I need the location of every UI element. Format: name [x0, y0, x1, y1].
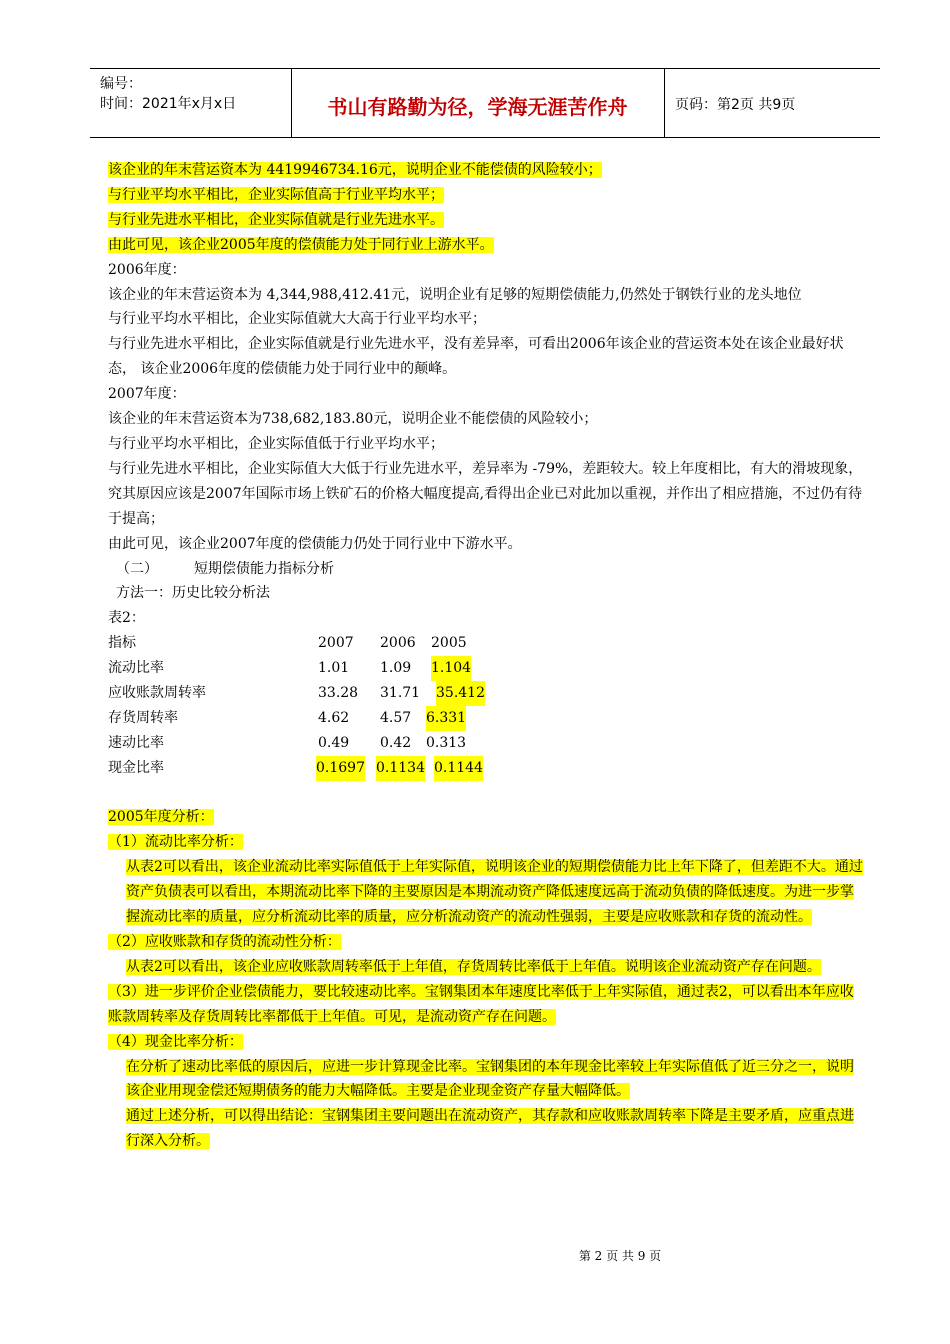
- table-row: [108, 731, 864, 756]
- cell-2007: 33.28: [318, 685, 359, 701]
- row-label: 应收账款周转率: [108, 685, 206, 701]
- header-motto-cell: [291, 69, 665, 137]
- ratio-table: [108, 631, 864, 780]
- cell-2007: 0.49: [318, 734, 350, 751]
- table-row: [108, 756, 864, 781]
- doc-number-label: 编号：: [100, 76, 142, 92]
- cell-2005: 35.412: [436, 681, 485, 706]
- analysis-conclusion: 通过上述分析，可以得出结论：宝钢集团主要问题出在流动资产，其存款和应收账款周转率下降是主要矛盾，应重点进行深入分析。: [126, 1108, 854, 1150]
- table-header-row: [108, 631, 864, 656]
- table-header-cell: 2006: [380, 635, 416, 652]
- header-motto: 书山有路勤为径，学海无涯苦作舟: [327, 95, 628, 119]
- intro-line: 由此可见，该企业2005年度的偿债能力处于同行业上游水平。: [108, 236, 494, 253]
- analysis-subtitle: （4）现金比率分析：: [108, 1033, 243, 1050]
- header-page-cell: [665, 69, 880, 137]
- year-2007-title: 2007年度：: [108, 386, 186, 403]
- row-label: 现金比率: [108, 759, 164, 776]
- table-header-cell: 2007: [318, 635, 354, 652]
- intro-line: 与行业平均水平相比，企业实际值高于行业平均水平；: [108, 186, 444, 203]
- analysis-paragraph: 从表2可以看出，该企业流动比率实际值低于上年实际值，说明该企业的短期偿债能力比上年下降了，但差距不大。通过资产负债表可以看出，本期流动比率下降的主要原因是本期流动资产降低速度远高于流动负债的降低速度。为进一步掌握流动比率的质量，应分析流动比率的质量，应分析流动资产的流动性强弱，主要是应收账款和存货的流动性。: [126, 859, 863, 926]
- table-header-cell: 指标: [108, 635, 136, 652]
- section-heading: [108, 557, 864, 582]
- year-2006-paragraph: 该企业的年末营运资本为 4,344,988,412.41元，说明企业有足够的短期偿债能力,仍然处于钢铁行业的龙头地位: [108, 286, 802, 303]
- doc-time-label: 时间：2021年x月x日: [100, 96, 237, 112]
- year-2007-paragraph: 与行业先进水平相比，企业实际值大大低于行业先进水平，差异率为 -79%，差距较大。较上年度相比，有大的滑坡现象，究其原因应该是2007年国际市场上铁矿石的价格大幅度提高,看得出企业已对此加以重视，并作出了相应措施，不过仍有待于提高；: [108, 460, 863, 527]
- table-label: 表2：: [108, 610, 145, 627]
- analysis-paragraph: （3）进一步评价企业偿债能力，要比较速动比率。宝钢集团本年速度比率低于上年实际值，通过表2，可以看出本年应收账款周转率及存货周转比率都低于上年值。可见，是流动资产存在问题。: [108, 983, 854, 1025]
- year-2006-paragraph: 与行业先进水平相比，企业实际值就是行业先进水平，没有差异率，可看出2006年该企业的营运资本处在该企业最好状态， 该企业2006年度的偿债能力处于同行业中的颠峰。: [108, 336, 844, 378]
- year-2007-paragraph: 该企业的年末营运资本为738,682,183.80元，说明企业不能偿债的风险较小；: [108, 411, 598, 428]
- cell-2007: 4.62: [318, 709, 350, 726]
- document-body: [108, 158, 864, 1154]
- cell-2006: 1.09: [380, 660, 412, 677]
- intro-line: 与行业先进水平相比，企业实际值就是行业先进水平。: [108, 211, 444, 228]
- cell-2007: 0.1697: [316, 756, 365, 781]
- header-meta-cell: [90, 69, 292, 137]
- year-2007-paragraph: 与行业平均水平相比，企业实际值低于行业平均水平；: [108, 435, 444, 452]
- table-row: [108, 656, 864, 681]
- cell-2005: 1.104: [431, 656, 471, 681]
- cell-2006: 4.57: [380, 709, 412, 726]
- year-2006-paragraph: 与行业平均水平相比，企业实际值就大大高于行业平均水平；: [108, 311, 486, 328]
- cell-2006: 0.1134: [376, 756, 425, 781]
- analysis-subtitle: （1）流动比率分析：: [108, 834, 243, 851]
- row-label: 流动比率: [108, 660, 164, 677]
- analysis-paragraph: 从表2可以看出，该企业应收账款周转率低于上年值，存货周转比率低于上年值。说明该企业流动资产存在问题。: [126, 958, 821, 975]
- cell-2006: 31.71: [380, 685, 421, 701]
- row-label: 存货周转率: [108, 709, 178, 726]
- cell-2007: 1.01: [318, 660, 350, 677]
- cell-2006: 0.42: [380, 734, 412, 751]
- section-heading-number: （二）: [116, 560, 158, 577]
- cell-2005: 0.1144: [434, 756, 483, 781]
- analysis-title: 2005年度分析：: [108, 809, 214, 826]
- intro-line: 该企业的年末营运资本为 4419946734.16元，说明企业不能偿债的风险较小；: [108, 162, 602, 178]
- analysis-paragraph: 在分析了速动比率低的原因后，应进一步计算现金比率。宝钢集团的本年现金比率较上年实际值低了近三分之一，说明该企业用现金偿还短期债务的能力大幅降低。主要是企业现金资产存量大幅降低。: [126, 1058, 854, 1100]
- page-header: [90, 68, 880, 138]
- row-label: 速动比率: [108, 734, 164, 751]
- year-2006-title: 2006年度：: [108, 261, 186, 278]
- method-label: 方法一：历史比较分析法: [116, 585, 270, 602]
- table-row: [108, 706, 864, 731]
- header-page-info: 页码：第2页 共9页: [675, 97, 796, 113]
- page-footer: 第 2 页 共 9 页: [578, 1249, 662, 1263]
- table-header-cell: 2005: [431, 635, 467, 652]
- section-heading-text: 短期偿债能力指标分析: [194, 560, 334, 577]
- cell-2005: 6.331: [426, 706, 466, 731]
- year-2007-paragraph: 由此可见，该企业2007年度的偿债能力仍处于同行业中下游水平。: [108, 535, 522, 552]
- analysis-subtitle: （2）应收账款和存货的流动性分析：: [108, 933, 341, 950]
- cell-2005: 0.313: [426, 734, 467, 751]
- table-row: [108, 681, 864, 706]
